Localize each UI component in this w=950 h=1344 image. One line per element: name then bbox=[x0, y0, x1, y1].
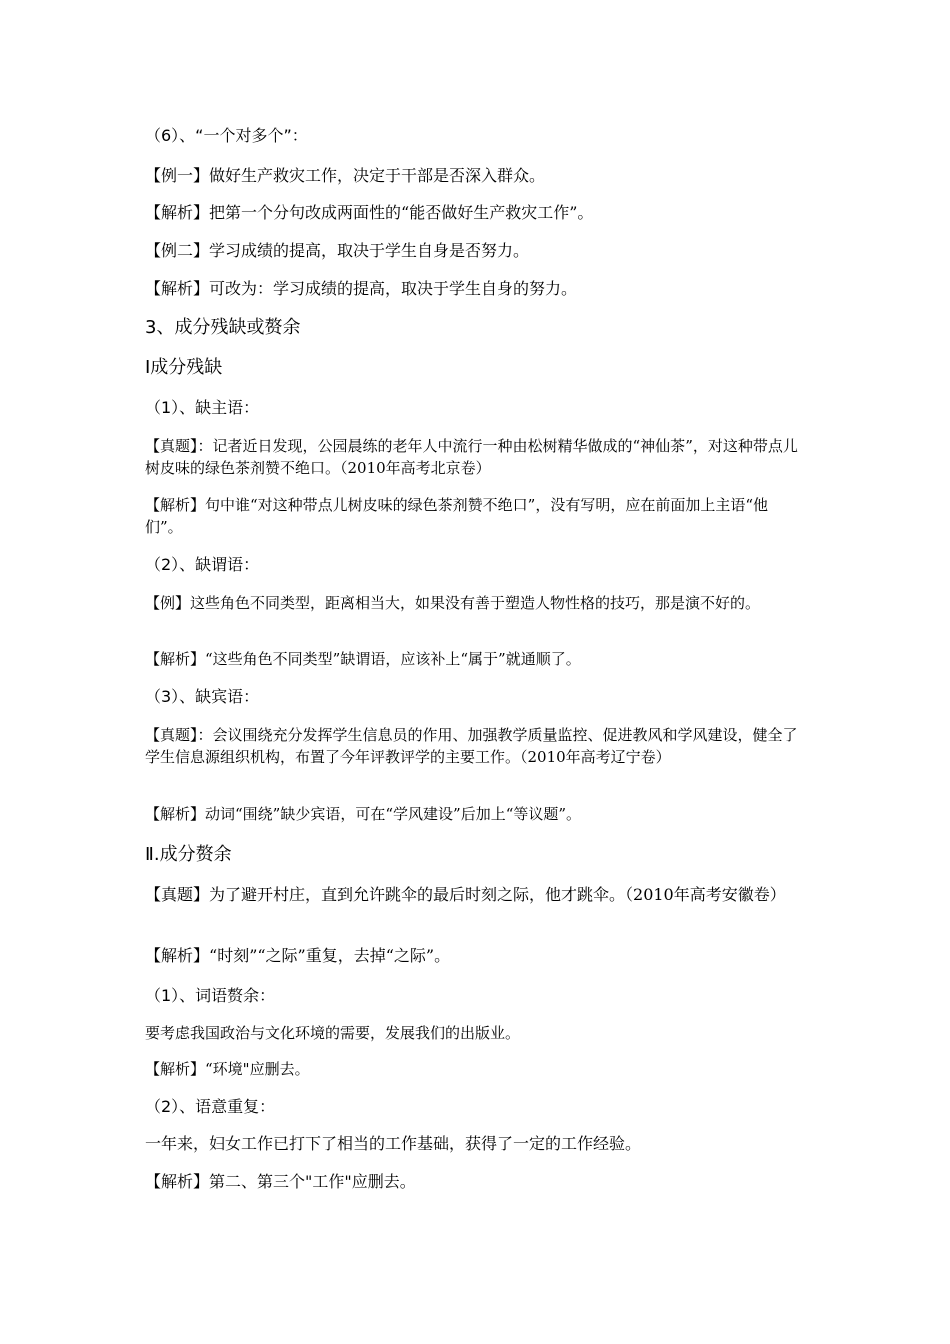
label-tag: 【例一】 bbox=[145, 166, 210, 185]
example-sentence: 一年来，妇女工作已打下了相当的工作基础，获得了一定的工作经验。 bbox=[145, 1134, 642, 1153]
label-tag: 【解析】 bbox=[145, 650, 206, 668]
analysis-paragraph: 【解析】“环境"应删去。 bbox=[145, 1060, 310, 1078]
label-tag: 【真题】 bbox=[145, 885, 210, 904]
exam-question-paragraph: 【真题】为了避开村庄，直到允许跳伞的最后时刻之际，他才跳伞。（2010年高考安徽卷） bbox=[145, 885, 786, 904]
subheading-redundant-words: （1）、词语赘余： bbox=[145, 986, 276, 1005]
section-heading: 3、成分残缺或赘余 bbox=[145, 317, 301, 338]
subheading-repeated-meaning: （2）、语意重复： bbox=[145, 1097, 276, 1116]
subheading-missing-subject: （1）、缺主语： bbox=[145, 398, 260, 417]
analysis-paragraph: 【解析】把第一个分句改成两面性的“能否做好生产救灾工作”。 bbox=[145, 203, 594, 222]
example-paragraph: 【例二】学习成绩的提高，取决于学生自身是否努力。 bbox=[145, 241, 530, 260]
label-tag: 【解析】 bbox=[145, 1060, 206, 1078]
label-tag: 【解析】 bbox=[145, 496, 206, 514]
analysis-paragraph: 【解析】“时刻”“之际”重复，去掉“之际”。 bbox=[145, 946, 451, 965]
subheading-one-to-many: （6）、“一个对多个”： bbox=[145, 126, 308, 145]
analysis-paragraph: 【解析】第二、第三个"工作"应删去。 bbox=[145, 1172, 416, 1191]
label-tag: 【解析】 bbox=[145, 805, 206, 823]
analysis-paragraph: 【解析】可改为：学习成绩的提高，取决于学生自身的努力。 bbox=[145, 279, 578, 298]
label-tag: 【解析】 bbox=[145, 203, 210, 222]
label-tag: 【例】 bbox=[145, 594, 191, 612]
analysis-paragraph: 【解析】动词“围绕”缺少宾语，可在“学风建设”后加上“等议题”。 bbox=[145, 805, 582, 823]
label-tag: 【真题】 bbox=[145, 437, 198, 455]
exam-question-paragraph: 【真题】：会议围绕充分发挥学生信息员的作用、加强教学质量监控、促进教风和学风建设，健全了学生信息源组织机构，布置了今年评教评学的主要工作。（2010年高考辽宁卷） bbox=[145, 726, 798, 766]
label-tag: 【解析】 bbox=[145, 946, 210, 965]
subheading-missing-object: （3）、缺宾语： bbox=[145, 687, 260, 706]
analysis-paragraph: 【解析】句中谁“对这种带点儿树皮味的绿色茶剂赞不绝口”，没有写明，应在前面加上主语“他们”。 bbox=[145, 496, 769, 536]
subheading-missing-predicate: （2）、缺谓语： bbox=[145, 555, 260, 574]
subsection-heading-missing: Ⅰ成分残缺 bbox=[145, 357, 223, 378]
example-sentence: 要考虑我国政治与文化环境的需要，发展我们的出版业。 bbox=[145, 1024, 521, 1042]
label-tag: 【真题】 bbox=[145, 726, 198, 744]
analysis-paragraph: 【解析】“这些角色不同类型”缺谓语，应该补上“属于”就通顺了。 bbox=[145, 650, 581, 668]
exam-question-paragraph: 【真题】：记者近日发现，公园晨练的老年人中流行一种由松树精华做成的“神仙茶”，对这种带点儿树皮味的绿色茶剂赞不绝口。（2010年高考北京卷） bbox=[145, 437, 798, 477]
subsection-heading-redundant: Ⅱ.成分赘余 bbox=[145, 844, 232, 865]
example-paragraph: 【例】这些角色不同类型，距离相当大，如果没有善于塑造人物性格的技巧，那是演不好的。 bbox=[145, 594, 761, 612]
label-tag: 【解析】 bbox=[145, 279, 210, 298]
example-paragraph: 【例一】做好生产救灾工作，决定于干部是否深入群众。 bbox=[145, 166, 546, 185]
label-tag: 【例二】 bbox=[145, 241, 210, 260]
label-tag: 【解析】 bbox=[145, 1172, 210, 1191]
